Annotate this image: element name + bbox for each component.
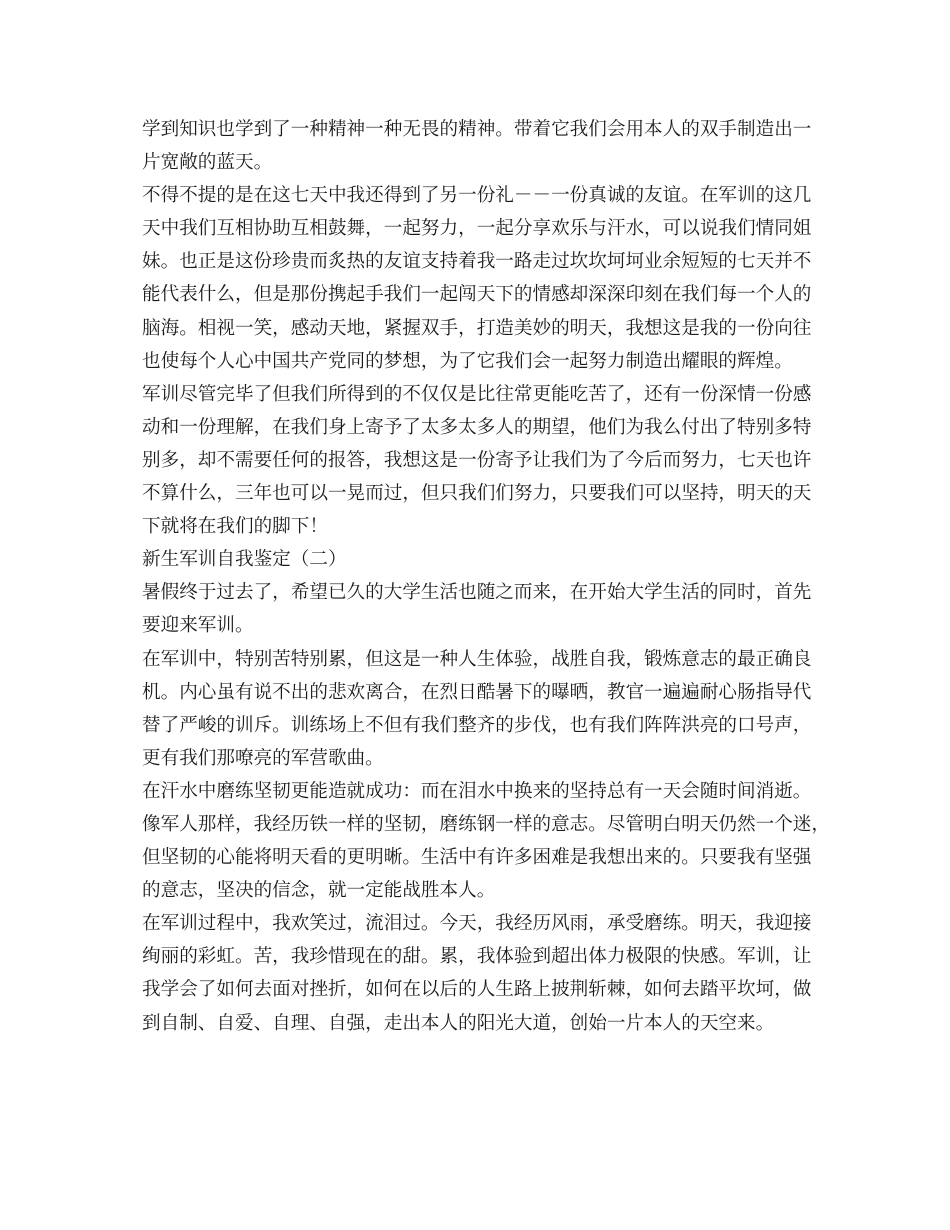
text-line: 到自制、自爱、自理、自强，走出本人的阳光大道，创始一片本人的天空来。 — [142, 1012, 775, 1034]
text-line: 军训尽管完毕了但我们所得到的不仅仅是比往常更能吃苦了，还有一份深情一份感 — [142, 383, 812, 405]
text-line: 绚丽的彩虹。苦，我珍惜现在的甜。累，我体验到超出体力极限的快感。军训，让 — [142, 946, 812, 968]
text-line: 片宽敞的蓝天。 — [142, 152, 273, 174]
section-heading — [142, 543, 832, 576]
text-line: 暑假终于过去了，希望已久的大学生活也随之而来，在开始大学生活的同时，首先 — [142, 582, 812, 604]
text-line: 更有我们那嘹亮的军营歌曲。 — [142, 747, 384, 769]
text-line: 不得不提的是在这七天中我还得到了另一份礼－－一份真诚的友谊。在军训的这几 — [142, 185, 812, 207]
text-line: 要迎来军训。 — [142, 615, 254, 637]
paragraph — [142, 113, 832, 179]
text-line: 下就将在我们的脚下！ — [142, 516, 328, 538]
text-line: 像军人那样，我经历铁一样的坚韧，磨练钢一样的意志。尽管明白明天仍然一个迷， — [142, 813, 830, 835]
paragraph — [142, 643, 832, 775]
paragraph — [142, 179, 832, 378]
paragraph — [142, 576, 832, 642]
text-line: 机。内心虽有说不出的悲欢离合，在烈日酷暑下的曝晒，教官一遍遍耐心肠指导代 — [142, 681, 812, 703]
text-line: 的意志，坚决的信念，就一定能战胜本人。 — [142, 880, 496, 902]
text-line: 但坚韧的心能将明天看的更明晰。生活中有许多困难是我想出来的。只要我有坚强 — [142, 847, 812, 869]
text-line: 在军训过程中，我欢笑过，流泪过。今天，我经历风雨，承受磨练。明天，我迎接 — [142, 913, 812, 935]
text-line: 动和一份理解，在我们身上寄予了太多太多人的期望，他们为我么付出了特别多特 — [142, 416, 812, 438]
text-line: 学到知识也学到了一种精神一种无畏的精神。带着它我们会用本人的双手制造出一 — [142, 119, 812, 140]
text-line: 天中我们互相协助互相鼓舞，一起努力，一起分享欢乐与汗水，可以说我们情同姐 — [142, 218, 812, 240]
document-body — [142, 113, 832, 1040]
paragraph — [142, 378, 832, 543]
text-line: 也使每个人心中国共产党同的梦想，为了它我们会一起努力制造出耀眼的辉煌。 — [142, 350, 793, 372]
text-line: 别多，却不需要任何的报答，我想这是一份寄予让我们为了今后而努力，七天也许 — [142, 449, 812, 471]
text-line: 我学会了如何去面对挫折，如何在以后的人生路上披荆斩棘，如何去踏平坎坷，做 — [142, 979, 812, 1001]
paragraph — [142, 907, 832, 1039]
text-line: 脑海。相视一笑，感动天地，紧握双手，打造美妙的明天，我想这是我的一份向往 — [142, 317, 812, 339]
text-line: 能代表什么，但是那份携起手我们一起闯天下的情感却深深印刻在我们每一个人的 — [142, 284, 812, 306]
text-line: 新生军训自我鉴定（二） — [142, 549, 347, 571]
text-line: 在汗水中磨练坚韧更能造就成功：而在泪水中换来的坚持总有一天会随时间消逝。 — [142, 780, 812, 802]
text-line: 妹。也正是这份珍贵而炙热的友谊支持着我一路走过坎坎坷坷业余短短的七天并不 — [142, 251, 812, 273]
paragraph — [142, 775, 832, 907]
text-line: 在军训中，特别苦特别累，但这是一种人生体验，战胜自我，锻炼意志的最正确良 — [142, 648, 812, 670]
text-line: 替了严峻的训斥。训练场上不但有我们整齐的步伐，也有我们阵阵洪亮的口号声， — [142, 714, 812, 736]
text-line: 不算什么，三年也可以一晃而过，但只我们们努力，只要我们可以坚持，明天的天 — [142, 483, 812, 505]
